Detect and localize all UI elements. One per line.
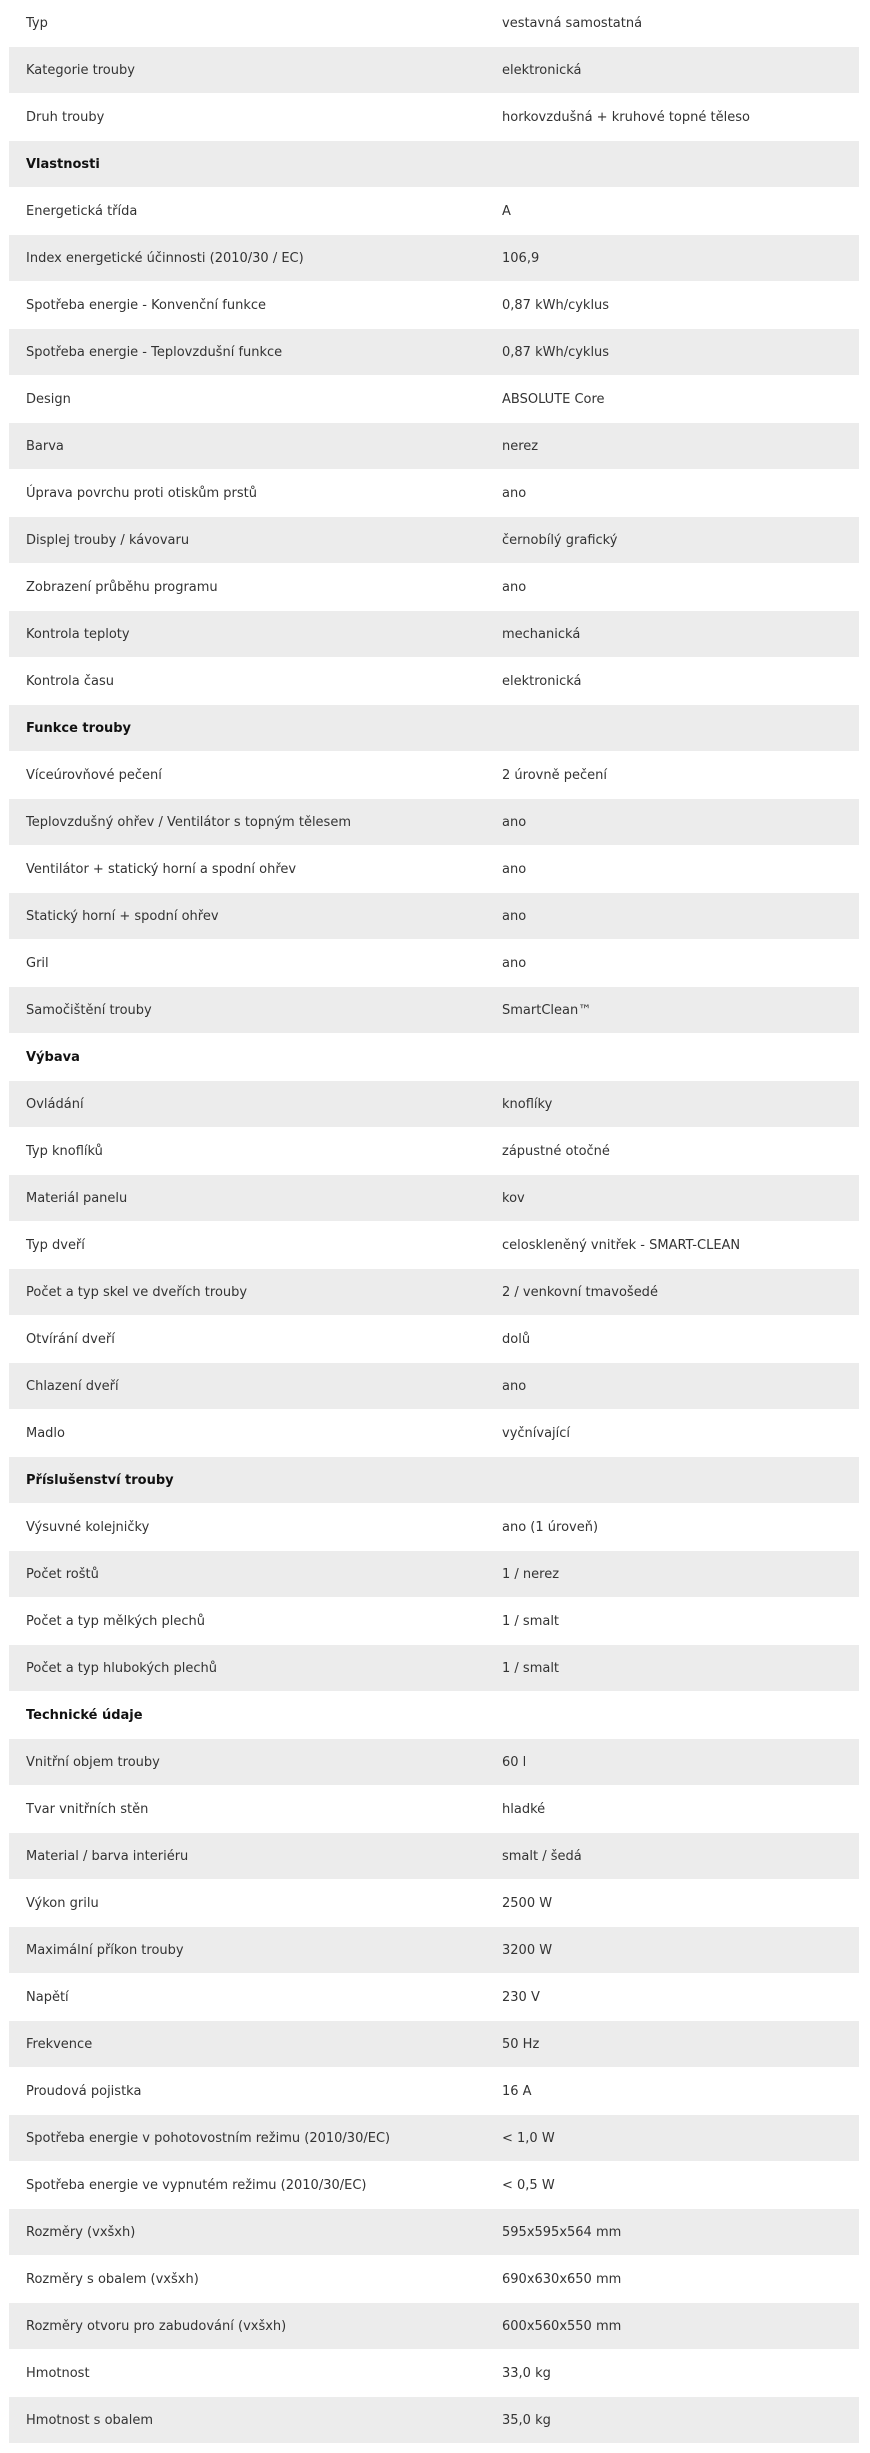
spec-value: SmartClean™	[502, 1002, 592, 1018]
spec-row	[9, 0, 859, 47]
spec-value: 595x595x564 mm	[502, 2224, 622, 2240]
spec-value: ano	[502, 579, 527, 595]
spec-row	[9, 2115, 859, 2162]
section-title: Výbava	[26, 1049, 80, 1065]
spec-label: Ventilátor + statický horní a spodní ohřev	[26, 861, 297, 877]
spec-value: 60 l	[502, 1754, 527, 1770]
spec-row	[9, 799, 859, 846]
spec-value: 106,9	[502, 250, 540, 266]
spec-row	[9, 1410, 859, 1457]
spec-value: ano	[502, 908, 527, 924]
spec-value: ano	[502, 485, 527, 501]
spec-row	[9, 658, 859, 705]
spec-label: Chlazení dveří	[26, 1378, 119, 1394]
spec-row	[9, 1175, 859, 1222]
spec-label: Displej trouby / kávovaru	[26, 532, 190, 548]
spec-row	[9, 188, 859, 235]
spec-row	[9, 517, 859, 564]
spec-value: ano	[502, 861, 527, 877]
spec-label: Ovládání	[26, 1096, 84, 1112]
spec-label: Spotřeba energie ve vypnutém režimu (2010/30/EC)	[26, 2177, 367, 2193]
spec-label: Výsuvné kolejničky	[26, 1519, 150, 1535]
spec-label: Otvírání dveří	[26, 1331, 115, 1347]
spec-value: dolů	[502, 1331, 531, 1347]
spec-row	[9, 1081, 859, 1128]
spec-value: 2500 W	[502, 1895, 553, 1911]
section-header-row	[9, 705, 859, 752]
spec-row	[9, 1739, 859, 1786]
spec-row	[9, 1786, 859, 1833]
spec-label: Úprava povrchu proti otiskům prstů	[26, 485, 257, 501]
spec-label: Index energetické účinnosti (2010/30 / EC)	[26, 250, 304, 266]
spec-label: Spotřeba energie v pohotovostním režimu (2010/30/EC)	[26, 2130, 391, 2146]
spec-label: Napětí	[26, 1989, 69, 2005]
spec-value: 0,87 kWh/cyklus	[502, 297, 610, 313]
spec-label: Vnitřní objem trouby	[26, 1754, 160, 1770]
spec-row	[9, 470, 859, 517]
spec-value: ano	[502, 814, 527, 830]
section-header-row	[9, 1692, 859, 1739]
spec-value: vestavná samostatná	[502, 15, 643, 31]
spec-row	[9, 235, 859, 282]
spec-label: Frekvence	[26, 2036, 93, 2052]
spec-label: Material / barva interiéru	[26, 1848, 189, 1864]
spec-value: 2 úrovně pečení	[502, 767, 607, 783]
spec-table	[9, 0, 859, 2444]
spec-value: kov	[502, 1190, 525, 1206]
spec-row	[9, 1927, 859, 1974]
spec-label: Hmotnost s obalem	[26, 2412, 154, 2428]
spec-label: Rozměry s obalem (vxšxh)	[26, 2271, 199, 2287]
spec-row	[9, 2021, 859, 2068]
section-header-row	[9, 141, 859, 188]
spec-value: < 0,5 W	[502, 2177, 555, 2193]
spec-label: Kontrola teploty	[26, 626, 130, 642]
spec-row	[9, 1880, 859, 1927]
spec-label: Zobrazení průběhu programu	[26, 579, 218, 595]
spec-value: celoskleněný vnitřek - SMART-CLEAN	[502, 1237, 741, 1253]
spec-value: horkovzdušná + kruhové topné těleso	[502, 109, 750, 125]
spec-row	[9, 2397, 859, 2444]
spec-value: 230 V	[502, 1989, 540, 2005]
spec-label: Typ knoflíků	[26, 1143, 103, 1159]
spec-row	[9, 2303, 859, 2350]
spec-value: 0,87 kWh/cyklus	[502, 344, 610, 360]
spec-row	[9, 94, 859, 141]
spec-label: Hmotnost	[26, 2365, 90, 2381]
section-header-row	[9, 1457, 859, 1504]
spec-value: 35,0 kg	[502, 2412, 551, 2428]
spec-value: smalt / šedá	[502, 1848, 582, 1864]
spec-row	[9, 2209, 859, 2256]
spec-value: 33,0 kg	[502, 2365, 551, 2381]
spec-row	[9, 2162, 859, 2209]
spec-value: knoflíky	[502, 1096, 553, 1112]
spec-label: Spotřeba energie - Teplovzdušní funkce	[26, 344, 283, 360]
spec-row	[9, 1363, 859, 1410]
spec-row	[9, 376, 859, 423]
section-title: Příslušenství trouby	[26, 1472, 174, 1488]
spec-value: 2 / venkovní tmavošedé	[502, 1284, 658, 1300]
spec-row	[9, 987, 859, 1034]
spec-value: nerez	[502, 438, 539, 454]
spec-row	[9, 2068, 859, 2115]
spec-row	[9, 846, 859, 893]
section-header-row	[9, 1034, 859, 1081]
spec-value: ano	[502, 955, 527, 971]
spec-value: elektronická	[502, 673, 582, 689]
spec-label: Kontrola času	[26, 673, 115, 689]
spec-row	[9, 611, 859, 658]
spec-label: Gril	[26, 955, 49, 971]
spec-row	[9, 1222, 859, 1269]
spec-value: 16 A	[502, 2083, 532, 2099]
spec-value: vyčnívající	[502, 1425, 571, 1441]
spec-label: Výkon grilu	[26, 1895, 99, 1911]
spec-label: Počet a typ hlubokých plechů	[26, 1660, 218, 1676]
spec-row	[9, 1551, 859, 1598]
spec-label: Počet a typ mělkých plechů	[26, 1613, 206, 1629]
spec-label: Počet a typ skel ve dveřích trouby	[26, 1284, 248, 1300]
spec-row	[9, 2350, 859, 2397]
spec-value: 600x560x550 mm	[502, 2318, 622, 2334]
spec-label: Spotřeba energie - Konvenční funkce	[26, 297, 266, 313]
spec-label: Kategorie trouby	[26, 62, 135, 78]
spec-value: 1 / smalt	[502, 1613, 560, 1629]
spec-row	[9, 1269, 859, 1316]
spec-row	[9, 1645, 859, 1692]
spec-value: mechanická	[502, 626, 581, 642]
spec-row	[9, 752, 859, 799]
spec-label: Rozměry otvoru pro zabudování (vxšxh)	[26, 2318, 287, 2334]
spec-label: Design	[26, 391, 71, 407]
spec-label: Maximální příkon trouby	[26, 1942, 184, 1958]
spec-row	[9, 1128, 859, 1175]
spec-row	[9, 893, 859, 940]
section-title: Technické údaje	[26, 1707, 143, 1723]
spec-row	[9, 282, 859, 329]
spec-row	[9, 1974, 859, 2021]
spec-value: 3200 W	[502, 1942, 553, 1958]
spec-label: Samočištění trouby	[26, 1002, 152, 1018]
spec-value: ano	[502, 1378, 527, 1394]
spec-label: Rozměry (vxšxh)	[26, 2224, 136, 2240]
spec-row	[9, 564, 859, 611]
spec-value: < 1,0 W	[502, 2130, 555, 2146]
spec-value: ABSOLUTE Core	[502, 391, 605, 407]
spec-row	[9, 1316, 859, 1363]
spec-value: elektronická	[502, 62, 582, 78]
spec-value: 50 Hz	[502, 2036, 540, 2052]
spec-row	[9, 47, 859, 94]
spec-value: černobílý grafický	[502, 532, 618, 548]
spec-row	[9, 1598, 859, 1645]
spec-label: Materiál panelu	[26, 1190, 128, 1206]
spec-label: Teplovzdušný ohřev / Ventilátor s topným tělesem	[26, 814, 351, 830]
spec-value: zápustné otočné	[502, 1143, 610, 1159]
spec-value: 690x630x650 mm	[502, 2271, 622, 2287]
spec-value: 1 / nerez	[502, 1566, 560, 1582]
spec-label: Víceúrovňové pečení	[26, 767, 162, 783]
spec-label: Typ dveří	[26, 1237, 85, 1253]
spec-value: hladké	[502, 1801, 546, 1817]
spec-value: A	[502, 203, 511, 219]
section-title: Vlastnosti	[26, 156, 100, 172]
spec-row	[9, 940, 859, 987]
spec-row	[9, 1833, 859, 1880]
spec-label: Tvar vnitřních stěn	[26, 1801, 149, 1817]
spec-label: Počet roštů	[26, 1566, 99, 1582]
spec-value: ano (1 úroveň)	[502, 1519, 599, 1535]
spec-row	[9, 2256, 859, 2303]
spec-label: Proudová pojistka	[26, 2083, 142, 2099]
spec-row	[9, 1504, 859, 1551]
spec-label: Statický horní + spodní ohřev	[26, 908, 219, 924]
spec-label: Druh trouby	[26, 109, 105, 125]
spec-label: Madlo	[26, 1425, 65, 1441]
spec-label: Typ	[26, 15, 48, 31]
spec-value: 1 / smalt	[502, 1660, 560, 1676]
spec-row	[9, 329, 859, 376]
spec-row	[9, 423, 859, 470]
section-title: Funkce trouby	[26, 720, 132, 736]
spec-label: Energetická třída	[26, 203, 138, 219]
spec-label: Barva	[26, 438, 64, 454]
